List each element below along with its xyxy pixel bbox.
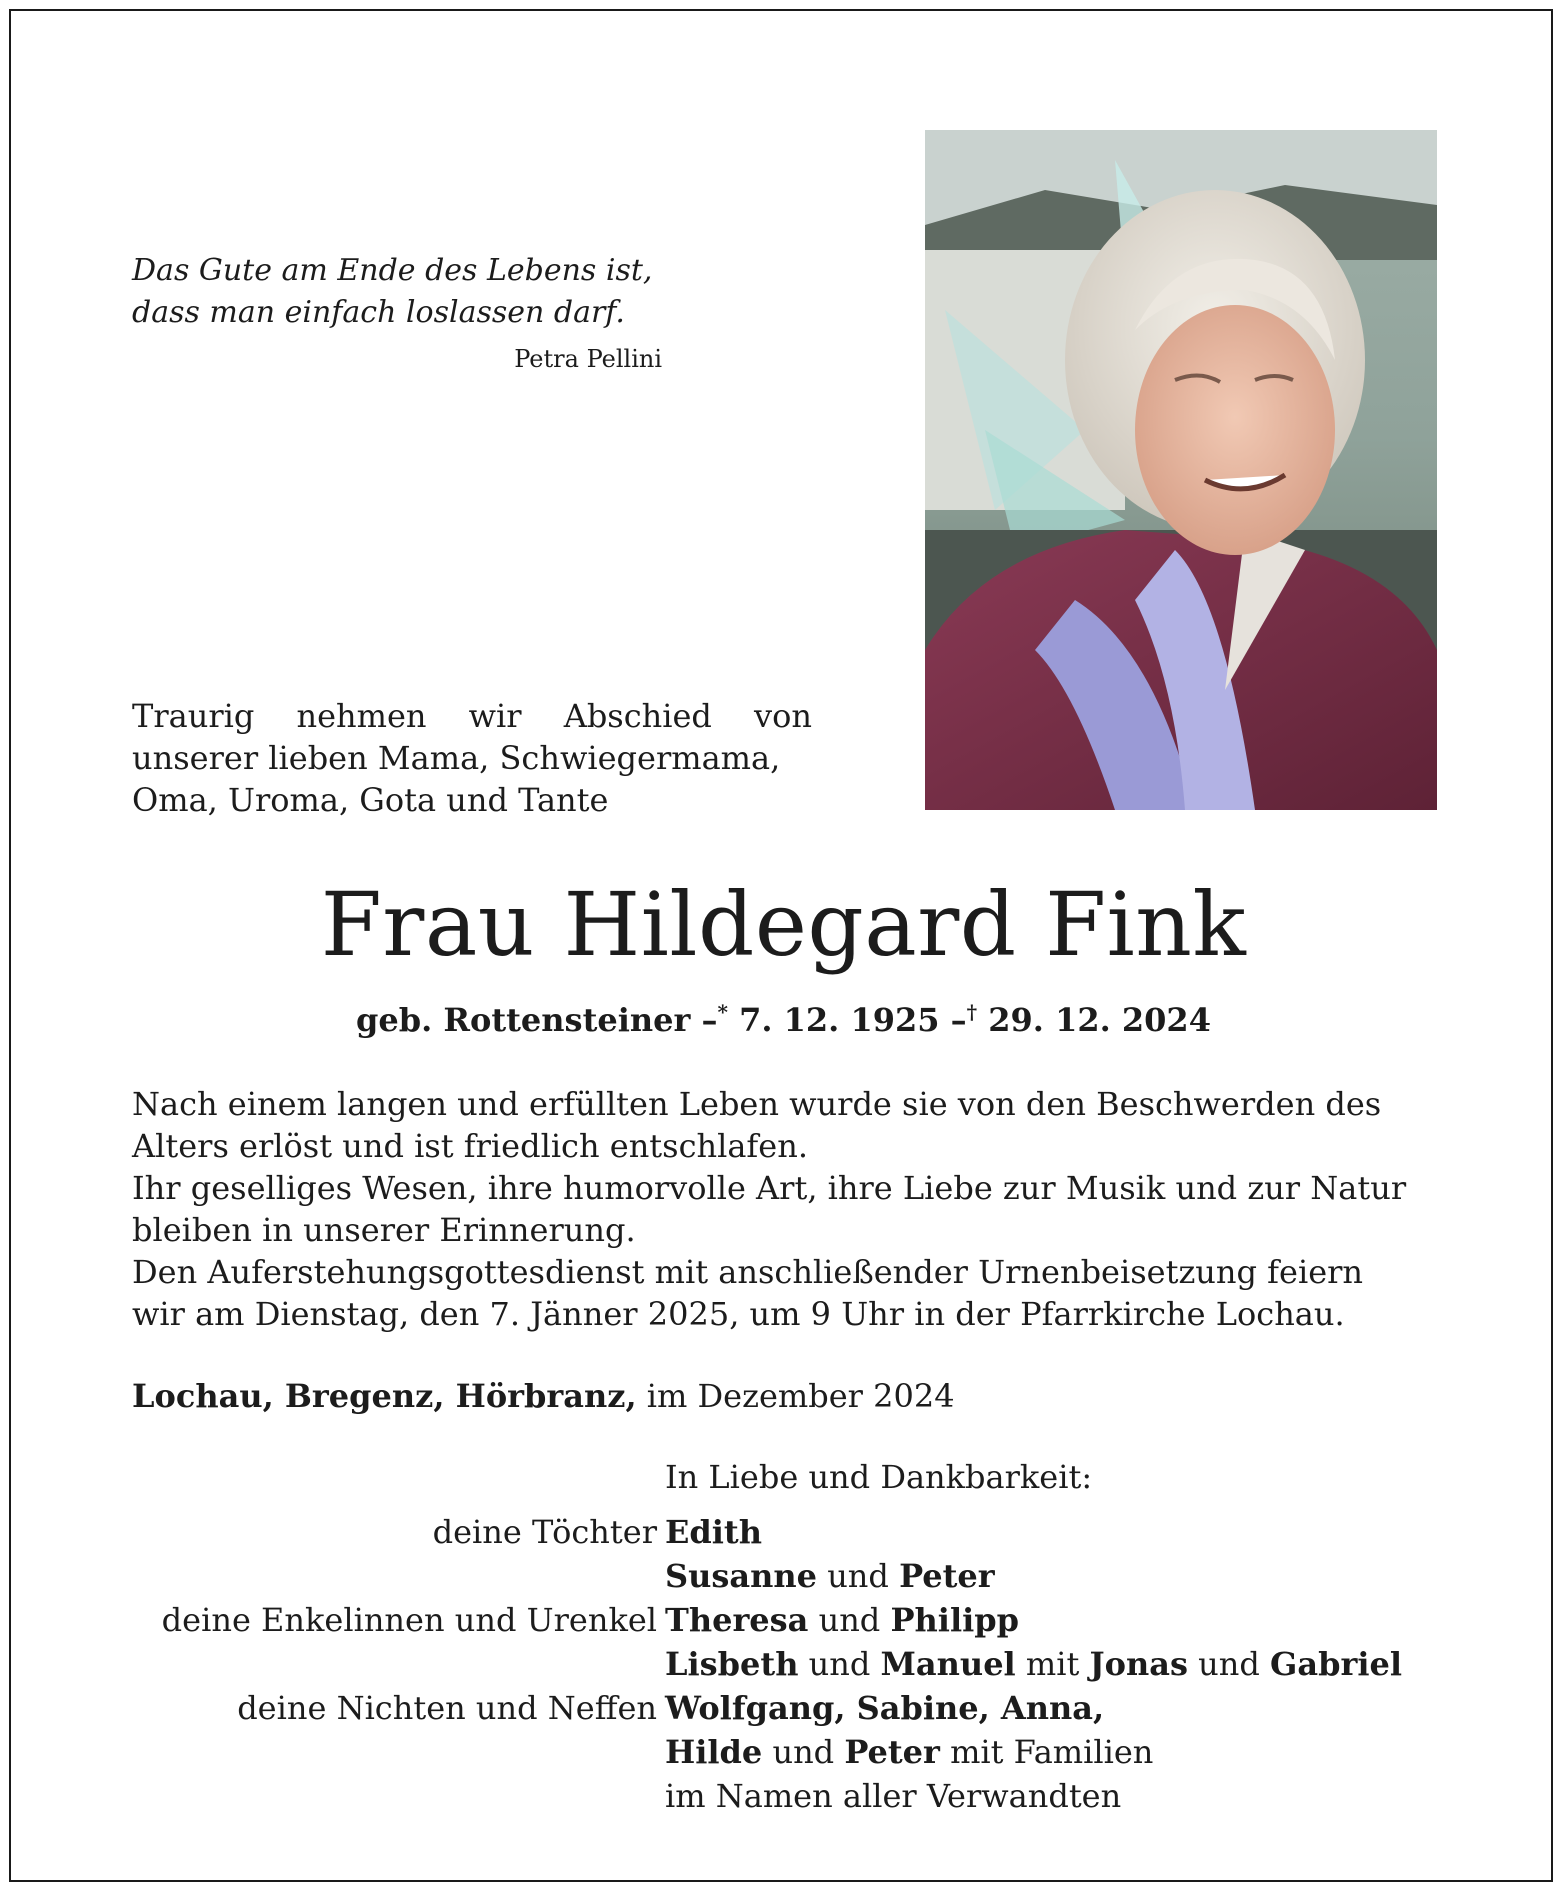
family-member: Philipp <box>890 1601 1019 1639</box>
family-member: Susanne <box>665 1557 818 1595</box>
family-row <box>0 1774 1567 1818</box>
intro-line-1: Traurig nehmen wir Abschied von <box>132 697 812 735</box>
family-member: Lisbeth <box>665 1645 799 1683</box>
birth-symbol: * <box>717 1000 728 1024</box>
conjunction: und <box>772 1733 835 1771</box>
conjunction: und <box>827 1557 889 1595</box>
death-symbol: † <box>966 1000 978 1024</box>
deceased-name: Frau Hildegard Fink <box>320 873 1247 976</box>
dash-separator: – <box>950 1001 967 1039</box>
life-dates <box>0 1000 1567 1039</box>
quote-author: Petra Pellini <box>514 345 662 373</box>
portrait-illustration <box>925 130 1437 810</box>
intro-line-2: unserer lieben Mama, Schwiegermama, <box>132 739 781 777</box>
obituary-body <box>132 1083 1452 1335</box>
family-member: Gabriel <box>1270 1645 1402 1683</box>
place-date <box>132 1375 955 1417</box>
family-member: Peter <box>899 1557 995 1595</box>
body-line: Den Auferstehungsgottesdienst mit anschließender Urnenbeisetzung feiern <box>132 1253 1364 1291</box>
maiden-name: geb. Rottensteiner <box>356 1001 691 1039</box>
intro-text <box>132 695 812 821</box>
family-member: Edith <box>665 1513 762 1551</box>
family-member: Peter <box>844 1733 940 1771</box>
body-line: Ihr geselliges Wesen, ihre humorvolle Art, ihre Liebe zur Musik und zur Natur <box>132 1169 1407 1207</box>
quote <box>132 250 672 334</box>
nieces-label: deine Nichten und Neffen <box>237 1689 657 1727</box>
family-member: Hilde <box>665 1733 763 1771</box>
body-line: bleiben in unserer Erinnerung. <box>132 1211 636 1249</box>
place-towns: Lochau, Bregenz, Hörbranz, <box>132 1377 637 1415</box>
signoff: In Liebe und Dankbarkeit: <box>665 1458 1093 1496</box>
intro-line-3: Oma, Uroma, Gota und Tante <box>132 781 609 819</box>
family-row <box>0 1598 1567 1642</box>
portrait-photo <box>925 130 1437 810</box>
body-line: Nach einem langen und erfüllten Leben wurde sie von den Beschwerden des <box>132 1085 1382 1123</box>
conjunction: und <box>818 1601 881 1639</box>
closing-line: im Namen aller Verwandten <box>665 1777 1122 1815</box>
body-line: wir am Dienstag, den 7. Jänner 2025, um 9 Uhr in der Pfarrkirche Lochau. <box>132 1295 1345 1333</box>
quote-line-2: dass man einfach loslassen darf. <box>132 295 625 330</box>
dash-separator: – <box>701 1001 718 1039</box>
family-row <box>0 1510 1567 1554</box>
birth-date: 7. 12. 1925 <box>739 1001 940 1039</box>
family-row <box>0 1686 1567 1730</box>
with-families: mit Familien <box>950 1733 1154 1771</box>
family-row <box>0 1642 1567 1686</box>
family-member: Manuel <box>880 1645 1016 1683</box>
family-member: Theresa <box>665 1601 809 1639</box>
death-date: 29. 12. 2024 <box>988 1001 1211 1039</box>
family-row <box>0 1554 1567 1598</box>
conjunction: mit <box>1025 1645 1080 1683</box>
family-member: Wolfgang, Sabine, Anna, <box>665 1689 1105 1727</box>
daughters-label: deine Töchter <box>432 1513 657 1551</box>
conjunction: und <box>808 1645 871 1683</box>
place-month: im Dezember 2024 <box>646 1377 955 1415</box>
conjunction: und <box>1198 1645 1260 1683</box>
family-row <box>0 1730 1567 1774</box>
family-member: Jonas <box>1089 1645 1188 1683</box>
grandchildren-label: deine Enkelinnen und Urenkel <box>161 1601 657 1639</box>
quote-line-1: Das Gute am Ende des Lebens ist, <box>132 253 653 288</box>
body-line: Alters erlöst und ist friedlich entschlafen. <box>132 1127 808 1165</box>
